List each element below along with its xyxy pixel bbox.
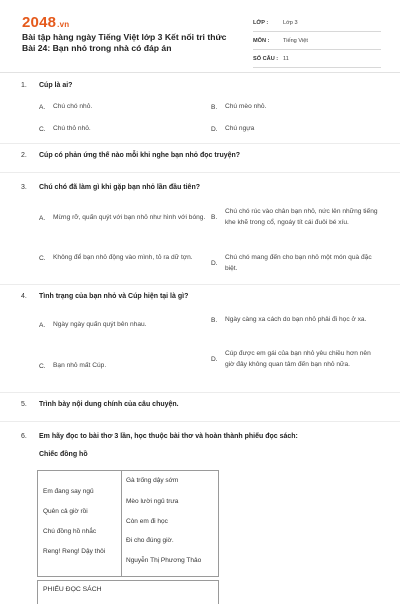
meta-key: SỐ CÂU : bbox=[253, 55, 279, 62]
poem-line: Em đang say ngủ bbox=[43, 488, 94, 495]
option-letter: A. bbox=[39, 321, 46, 329]
question-text: Tình trạng của bạn nhỏ và Cúp hiện tại là gì? bbox=[39, 293, 189, 300]
meta-key: LỚP : bbox=[253, 19, 269, 26]
option-letter: D. bbox=[211, 260, 218, 267]
meta-value: Lớp 3 bbox=[283, 19, 298, 26]
option-text: Không để bạn nhỏ động vào mình, tỏ ra dữ tợn. bbox=[53, 254, 193, 261]
option-letter: B. bbox=[211, 103, 218, 111]
option-d[interactable] bbox=[211, 253, 381, 274]
meta-value: 11 bbox=[283, 55, 289, 62]
poem-line: Chú đồng hồ nhắc bbox=[43, 528, 97, 535]
option-b[interactable] bbox=[211, 207, 381, 228]
option-text: Chú chó mang đến cho bạn nhỏ một món quà đặc biệt. bbox=[225, 254, 372, 272]
question-divider bbox=[0, 392, 400, 393]
option-text: Chú ngựa bbox=[225, 125, 255, 132]
question-number: 5. bbox=[21, 401, 27, 408]
option-letter: B. bbox=[211, 214, 218, 221]
question-number: 2. bbox=[21, 152, 27, 159]
meta-info bbox=[253, 14, 381, 68]
option-text: Bạn nhỏ mất Cúp. bbox=[53, 362, 107, 369]
option-letter: C. bbox=[39, 254, 46, 262]
option-a[interactable] bbox=[39, 102, 199, 113]
question-text: Cúp là ai? bbox=[39, 82, 73, 89]
meta-row-count bbox=[253, 50, 381, 68]
option-letter: C. bbox=[39, 125, 46, 133]
question-text: Em hãy đọc to bài thơ 3 lần, học thuộc bài thơ và hoàn thành phiếu đọc sách: bbox=[39, 433, 298, 440]
option-letter: D. bbox=[211, 125, 218, 133]
option-a[interactable] bbox=[39, 213, 207, 224]
site-logo[interactable] bbox=[22, 14, 69, 31]
meta-key: MÔN : bbox=[253, 37, 270, 44]
poem-line: Gà trống dậy sớm bbox=[126, 477, 179, 484]
option-letter: C. bbox=[39, 362, 46, 370]
option-a[interactable] bbox=[39, 320, 207, 331]
option-c[interactable] bbox=[39, 253, 207, 264]
option-text: Cúp được em gái của bạn nhỏ yêu chiều hơn nên giờ đây không quan tâm đến bạn nhỏ nữa. bbox=[225, 350, 371, 368]
meta-row-subject bbox=[253, 32, 381, 50]
option-letter: A. bbox=[39, 103, 46, 111]
option-text: Chú mèo nhỏ. bbox=[225, 103, 267, 110]
question-divider bbox=[0, 421, 400, 422]
option-text: Ngày càng xa cách do bạn nhỏ phải đi học ở xa. bbox=[225, 316, 367, 323]
option-text: Chú chó rúc vào chân bạn nhỏ, nức lên những tiếng khe khẽ trong cổ, ngoáy tít cái đuôi bé xíu. bbox=[225, 208, 378, 226]
question-divider bbox=[0, 143, 400, 144]
question-text: Cúp có phản ứng thế nào mỗi khi nghe bạn nhỏ đọc truyện? bbox=[39, 152, 241, 159]
poem-line: Reng! Reng! Dậy thôi bbox=[43, 548, 106, 555]
option-text: Chú chó nhỏ. bbox=[53, 103, 93, 110]
question-number: 3. bbox=[21, 184, 27, 191]
option-letter: B. bbox=[211, 316, 218, 324]
option-b[interactable] bbox=[211, 102, 381, 113]
poem-line: Đi cho đúng giờ. bbox=[126, 537, 174, 544]
option-c[interactable] bbox=[39, 361, 207, 372]
meta-row-grade bbox=[253, 14, 381, 32]
option-letter: D. bbox=[211, 356, 218, 363]
header-divider bbox=[0, 72, 400, 73]
poem-line: Quên cả giờ rồi bbox=[43, 508, 88, 515]
logo-suffix: .vn bbox=[57, 20, 70, 29]
question-divider bbox=[0, 284, 400, 285]
question-number: 6. bbox=[21, 433, 27, 440]
option-d[interactable] bbox=[211, 349, 381, 370]
poem-author: Nguyễn Thị Phương Thảo bbox=[126, 557, 202, 564]
poem-title: Chiếc đồng hồ bbox=[39, 451, 88, 458]
poem-line: Còn em đi học bbox=[126, 518, 168, 525]
option-text: Chú thỏ nhỏ. bbox=[53, 125, 91, 132]
option-text: Mừng rỡ, quấn quýt với bạn nhỏ như hình với bóng. bbox=[53, 214, 206, 221]
option-d[interactable] bbox=[211, 124, 381, 135]
question-divider bbox=[0, 172, 400, 173]
logo-main: 2048 bbox=[22, 14, 57, 31]
question-text: Chú chó đã làm gì khi gặp bạn nhỏ lần đầu tiên? bbox=[39, 184, 201, 191]
question-number: 1. bbox=[21, 82, 27, 89]
question-number: 4. bbox=[21, 293, 27, 300]
option-b[interactable] bbox=[211, 315, 381, 326]
poem-line: Mèo lười ngủ trưa bbox=[126, 498, 179, 505]
worksheet-title: Bài tập hàng ngày Tiếng Việt lớp 3 Kết nối tri thức Bài 24: Bạn nhỏ trong nhà có đáp án bbox=[22, 32, 227, 53]
meta-value: Tiếng Việt bbox=[283, 37, 308, 44]
option-letter: A. bbox=[39, 214, 46, 222]
reading-sheet-label: PHIẾU ĐỌC SÁCH bbox=[43, 586, 102, 593]
question-text: Trình bày nội dung chính của câu chuyện. bbox=[39, 401, 179, 408]
option-text: Ngày ngày quấn quýt bên nhau. bbox=[53, 321, 147, 328]
option-c[interactable] bbox=[39, 124, 199, 135]
poem-column-divider bbox=[121, 470, 122, 577]
